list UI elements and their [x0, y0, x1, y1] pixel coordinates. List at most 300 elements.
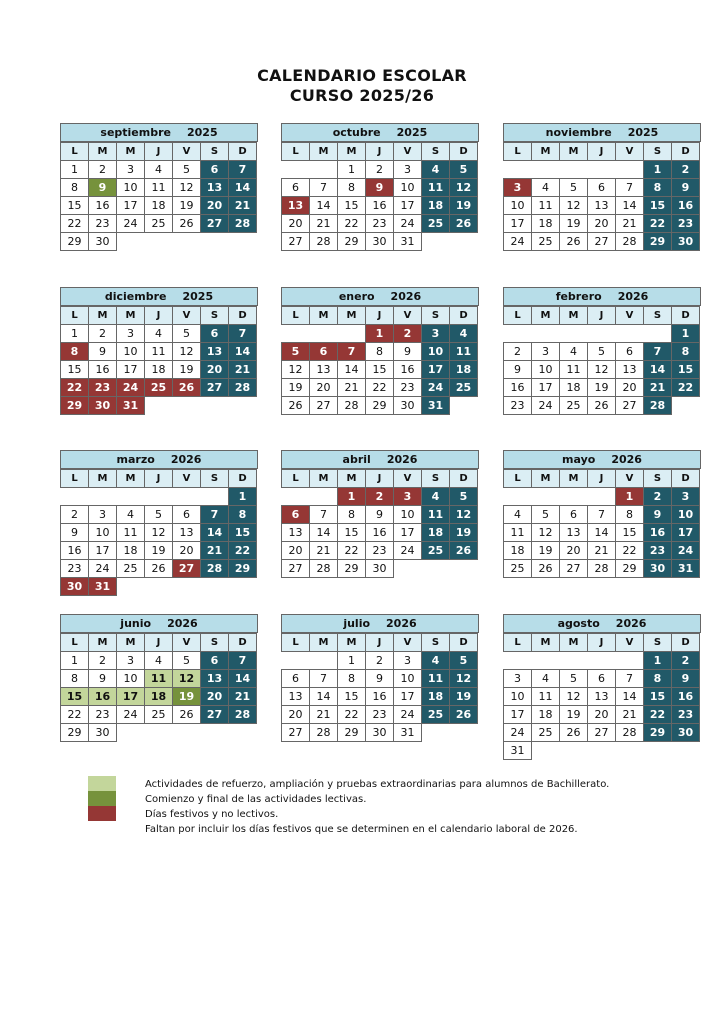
day-cell: 29: [338, 233, 366, 251]
empty-cell: [310, 161, 338, 179]
weekday-label: D: [229, 470, 257, 488]
day-cell: 25: [532, 233, 560, 251]
day-cell: 20: [560, 542, 588, 560]
day-cell: 1: [644, 161, 672, 179]
empty-cell: [229, 724, 257, 742]
day-cell: 12: [450, 506, 478, 524]
day-cell: 18: [450, 361, 478, 379]
weekday-label: L: [504, 307, 532, 325]
weekday-label: M: [89, 470, 117, 488]
day-cell: 24: [394, 215, 422, 233]
day-cell: 29: [644, 233, 672, 251]
day-cell: 15: [672, 361, 700, 379]
weekday-label: V: [394, 143, 422, 161]
day-cell: 26: [450, 215, 478, 233]
day-cell: 8: [338, 506, 366, 524]
month-name: enero: [338, 290, 375, 303]
day-cell: 19: [588, 379, 616, 397]
day-cell: 28: [310, 560, 338, 578]
day-cell: 9: [366, 670, 394, 688]
empty-cell: [644, 742, 672, 760]
day-cell: 21: [229, 688, 257, 706]
day-cell: 8: [61, 670, 89, 688]
day-cell: 1: [338, 652, 366, 670]
day-cell: 26: [588, 397, 616, 415]
day-cell: 3: [394, 488, 422, 506]
month-header: [503, 123, 701, 142]
day-cell: 5: [282, 343, 310, 361]
day-cell: 20: [282, 215, 310, 233]
day-cell: 10: [532, 361, 560, 379]
day-cell: 26: [560, 724, 588, 742]
day-cell: 20: [282, 706, 310, 724]
day-cell: 19: [282, 379, 310, 397]
day-cell: 2: [394, 325, 422, 343]
day-cell: 27: [588, 724, 616, 742]
day-cell: 22: [366, 379, 394, 397]
day-cell: 18: [117, 542, 145, 560]
day-cell: 15: [338, 524, 366, 542]
day-cell: 18: [422, 197, 450, 215]
weekday-label: L: [61, 143, 89, 161]
empty-cell: [504, 325, 532, 343]
day-cell: 2: [644, 488, 672, 506]
month-header: [503, 614, 701, 633]
day-cell: 27: [310, 397, 338, 415]
day-cell: 23: [672, 215, 700, 233]
day-cell: 17: [117, 197, 145, 215]
day-cell: 29: [644, 724, 672, 742]
weekday-label: J: [145, 307, 173, 325]
day-cell: 15: [616, 524, 644, 542]
empty-cell: [145, 488, 173, 506]
day-cell: 3: [117, 652, 145, 670]
month-days-table: [281, 142, 478, 251]
day-cell: 16: [504, 379, 532, 397]
day-cell: 31: [504, 742, 532, 760]
day-cell: 14: [229, 179, 257, 197]
day-cell: 2: [61, 506, 89, 524]
day-cell: 6: [201, 652, 229, 670]
day-cell: 16: [366, 524, 394, 542]
day-cell: 17: [532, 379, 560, 397]
weekday-label: M: [310, 470, 338, 488]
day-cell: 23: [644, 542, 672, 560]
day-cell: 25: [145, 215, 173, 233]
day-cell: 7: [310, 670, 338, 688]
day-cell: 27: [616, 397, 644, 415]
day-cell: 30: [672, 233, 700, 251]
month-noviembre: [503, 123, 701, 251]
day-cell: 7: [229, 652, 257, 670]
weekday-label: M: [338, 307, 366, 325]
month-days-table: [503, 306, 700, 415]
day-cell: 25: [422, 706, 450, 724]
month-septiembre: [60, 123, 258, 251]
day-cell: 20: [282, 542, 310, 560]
day-cell: 26: [173, 215, 201, 233]
month-days-table: [60, 633, 257, 742]
day-cell: 12: [588, 361, 616, 379]
day-cell: 4: [117, 506, 145, 524]
day-cell: 16: [644, 524, 672, 542]
empty-cell: [616, 742, 644, 760]
empty-cell: [89, 488, 117, 506]
day-cell: 10: [117, 670, 145, 688]
empty-cell: [145, 397, 173, 415]
day-cell: 13: [560, 524, 588, 542]
day-cell: 11: [504, 524, 532, 542]
day-cell: 13: [588, 688, 616, 706]
day-cell: 5: [450, 161, 478, 179]
month-agosto: [503, 614, 701, 760]
empty-cell: [504, 161, 532, 179]
day-cell: 10: [422, 343, 450, 361]
day-cell: 17: [672, 524, 700, 542]
day-cell: 21: [616, 215, 644, 233]
weekday-label: L: [504, 470, 532, 488]
weekday-label: V: [173, 307, 201, 325]
day-cell: 27: [173, 560, 201, 578]
day-cell: 10: [117, 179, 145, 197]
weekday-label: D: [229, 307, 257, 325]
day-cell: 19: [560, 706, 588, 724]
day-cell: 16: [61, 542, 89, 560]
day-cell: 3: [89, 506, 117, 524]
day-cell: 20: [201, 688, 229, 706]
day-cell: 3: [504, 670, 532, 688]
day-cell: 17: [504, 706, 532, 724]
empty-cell: [588, 325, 616, 343]
month-name: abril: [342, 453, 371, 466]
day-cell: 21: [229, 361, 257, 379]
weekday-label: M: [117, 307, 145, 325]
weekday-label: L: [504, 143, 532, 161]
day-cell: 9: [394, 343, 422, 361]
day-cell: 20: [588, 706, 616, 724]
day-cell: 19: [173, 361, 201, 379]
day-cell: 10: [504, 688, 532, 706]
day-cell: 5: [145, 506, 173, 524]
day-cell: 9: [366, 179, 394, 197]
weekday-label: M: [532, 307, 560, 325]
day-cell: 28: [229, 215, 257, 233]
day-cell: 30: [89, 233, 117, 251]
day-cell: 8: [672, 343, 700, 361]
empty-cell: [338, 325, 366, 343]
day-cell: 22: [229, 542, 257, 560]
day-cell: 26: [532, 560, 560, 578]
weekday-label: D: [672, 634, 700, 652]
day-cell: 28: [310, 233, 338, 251]
day-cell: 10: [89, 524, 117, 542]
day-cell: 20: [201, 361, 229, 379]
day-cell: 6: [310, 343, 338, 361]
calendar-title: [0, 66, 724, 106]
day-cell: 29: [366, 397, 394, 415]
empty-cell: [201, 397, 229, 415]
day-cell: 30: [672, 724, 700, 742]
day-cell: 30: [366, 233, 394, 251]
month-name: diciembre: [104, 290, 167, 303]
day-cell: 9: [644, 506, 672, 524]
month-header: [281, 450, 479, 469]
weekday-label: J: [588, 307, 616, 325]
day-cell: 4: [560, 343, 588, 361]
day-cell: 19: [450, 524, 478, 542]
day-cell: 15: [61, 688, 89, 706]
day-cell: 21: [644, 379, 672, 397]
day-cell: 29: [616, 560, 644, 578]
weekday-label: D: [229, 634, 257, 652]
empty-cell: [117, 488, 145, 506]
day-cell: 24: [672, 542, 700, 560]
day-cell: 30: [366, 724, 394, 742]
weekday-label: M: [560, 634, 588, 652]
day-cell: 29: [229, 560, 257, 578]
weekday-label: L: [282, 470, 310, 488]
day-cell: 2: [89, 161, 117, 179]
empty-cell: [282, 652, 310, 670]
day-cell: 15: [644, 688, 672, 706]
empty-cell: [532, 652, 560, 670]
day-cell: 22: [644, 215, 672, 233]
weekday-label: M: [117, 634, 145, 652]
day-cell: 8: [644, 179, 672, 197]
weekday-label: S: [422, 634, 450, 652]
day-cell: 1: [61, 161, 89, 179]
day-cell: 21: [229, 197, 257, 215]
weekday-label: D: [672, 470, 700, 488]
day-cell: 5: [588, 343, 616, 361]
day-cell: 11: [532, 197, 560, 215]
weekday-label: S: [644, 470, 672, 488]
day-cell: 11: [422, 670, 450, 688]
day-cell: 25: [560, 397, 588, 415]
day-cell: 5: [560, 670, 588, 688]
weekday-label: S: [201, 143, 229, 161]
weekday-label: S: [201, 307, 229, 325]
legend-text: Actividades de refuerzo, ampliación y pruebas extraordinarias para alumnos de Bachillerato.: [145, 779, 610, 790]
weekday-label: M: [338, 143, 366, 161]
day-cell: 21: [201, 542, 229, 560]
day-cell: 5: [450, 652, 478, 670]
day-cell: 31: [394, 233, 422, 251]
empty-cell: [422, 233, 450, 251]
day-cell: 4: [422, 652, 450, 670]
legend-swatch-reinforcement: [88, 776, 116, 791]
day-cell: 29: [338, 724, 366, 742]
month-year: 2025: [396, 126, 428, 139]
day-cell: 6: [588, 670, 616, 688]
month-year: 2026: [386, 453, 418, 466]
day-cell: 2: [366, 488, 394, 506]
day-cell: 14: [616, 688, 644, 706]
weekday-label: D: [450, 470, 478, 488]
day-cell: 23: [672, 706, 700, 724]
day-cell: 28: [310, 724, 338, 742]
day-cell: 30: [394, 397, 422, 415]
empty-cell: [504, 488, 532, 506]
title-line-1: CALENDARIO ESCOLAR: [257, 66, 467, 85]
empty-cell: [201, 578, 229, 596]
day-cell: 13: [201, 343, 229, 361]
weekday-label: S: [201, 470, 229, 488]
month-header: [281, 287, 479, 306]
day-cell: 27: [282, 233, 310, 251]
day-cell: 14: [310, 197, 338, 215]
day-cell: 2: [89, 325, 117, 343]
weekday-label: V: [394, 634, 422, 652]
day-cell: 7: [644, 343, 672, 361]
day-cell: 8: [61, 179, 89, 197]
day-cell: 13: [201, 179, 229, 197]
day-cell: 7: [310, 506, 338, 524]
day-cell: 24: [117, 379, 145, 397]
day-cell: 1: [616, 488, 644, 506]
day-cell: 14: [229, 670, 257, 688]
weekday-label: M: [560, 470, 588, 488]
empty-cell: [173, 578, 201, 596]
day-cell: 4: [450, 325, 478, 343]
day-cell: 22: [616, 542, 644, 560]
day-cell: 11: [145, 670, 173, 688]
weekday-label: J: [588, 470, 616, 488]
day-cell: 14: [338, 361, 366, 379]
day-cell: 15: [338, 197, 366, 215]
day-cell: 8: [61, 343, 89, 361]
day-cell: 15: [366, 361, 394, 379]
day-cell: 1: [61, 652, 89, 670]
day-cell: 26: [450, 706, 478, 724]
day-cell: 8: [338, 670, 366, 688]
empty-cell: [504, 652, 532, 670]
weekday-label: D: [450, 307, 478, 325]
day-cell: 31: [422, 397, 450, 415]
empty-cell: [117, 578, 145, 596]
weekday-label: M: [338, 634, 366, 652]
month-name: julio: [343, 617, 371, 630]
day-cell: 4: [145, 652, 173, 670]
day-cell: 7: [588, 506, 616, 524]
weekday-label: M: [532, 470, 560, 488]
day-cell: 28: [229, 706, 257, 724]
empty-cell: [201, 724, 229, 742]
legend-swatch-start_end: [88, 791, 116, 806]
day-cell: 7: [616, 179, 644, 197]
day-cell: 25: [504, 560, 532, 578]
day-cell: 1: [672, 325, 700, 343]
day-cell: 1: [61, 325, 89, 343]
day-cell: 28: [229, 379, 257, 397]
day-cell: 7: [229, 161, 257, 179]
day-cell: 23: [89, 706, 117, 724]
day-cell: 21: [616, 706, 644, 724]
empty-cell: [229, 233, 257, 251]
empty-cell: [532, 488, 560, 506]
weekday-label: J: [145, 143, 173, 161]
day-cell: 9: [61, 524, 89, 542]
day-cell: 24: [394, 542, 422, 560]
day-cell: 21: [588, 542, 616, 560]
day-cell: 18: [422, 688, 450, 706]
day-cell: 23: [366, 706, 394, 724]
month-marzo: [60, 450, 258, 596]
empty-cell: [644, 325, 672, 343]
weekday-label: L: [282, 143, 310, 161]
day-cell: 23: [89, 379, 117, 397]
day-cell: 1: [338, 488, 366, 506]
day-cell: 8: [644, 670, 672, 688]
month-name: agosto: [557, 617, 600, 630]
day-cell: 28: [644, 397, 672, 415]
empty-cell: [560, 161, 588, 179]
weekday-label: V: [616, 143, 644, 161]
day-cell: 17: [394, 688, 422, 706]
month-year: 2026: [167, 617, 198, 630]
month-days-table: [281, 633, 478, 742]
month-days-table: [503, 633, 700, 760]
day-cell: 29: [61, 233, 89, 251]
weekday-label: V: [394, 307, 422, 325]
weekday-label: S: [644, 307, 672, 325]
empty-cell: [145, 233, 173, 251]
day-cell: 31: [394, 724, 422, 742]
day-cell: 5: [173, 325, 201, 343]
day-cell: 13: [173, 524, 201, 542]
day-cell: 9: [504, 361, 532, 379]
day-cell: 6: [282, 179, 310, 197]
day-cell: 18: [145, 361, 173, 379]
month-header: [60, 287, 258, 306]
day-cell: 16: [394, 361, 422, 379]
day-cell: 29: [338, 560, 366, 578]
weekday-label: L: [282, 634, 310, 652]
day-cell: 19: [532, 542, 560, 560]
empty-cell: [282, 325, 310, 343]
weekday-label: J: [588, 634, 616, 652]
month-diciembre: [60, 287, 258, 415]
day-cell: 14: [644, 361, 672, 379]
weekday-label: S: [422, 470, 450, 488]
empty-cell: [532, 325, 560, 343]
empty-cell: [310, 652, 338, 670]
day-cell: 14: [201, 524, 229, 542]
day-cell: 20: [616, 379, 644, 397]
day-cell: 8: [366, 343, 394, 361]
month-year: 2026: [170, 453, 202, 466]
day-cell: 10: [394, 179, 422, 197]
day-cell: 27: [282, 724, 310, 742]
empty-cell: [450, 397, 478, 415]
day-cell: 5: [560, 179, 588, 197]
day-cell: 12: [173, 179, 201, 197]
weekday-label: M: [310, 143, 338, 161]
day-cell: 5: [173, 652, 201, 670]
day-cell: 18: [422, 524, 450, 542]
day-cell: 7: [201, 506, 229, 524]
day-cell: 1: [229, 488, 257, 506]
weekday-label: J: [366, 470, 394, 488]
weekday-label: S: [644, 143, 672, 161]
month-octubre: [281, 123, 479, 251]
day-cell: 4: [422, 161, 450, 179]
empty-cell: [560, 325, 588, 343]
day-cell: 14: [616, 197, 644, 215]
day-cell: 2: [366, 161, 394, 179]
day-cell: 19: [173, 688, 201, 706]
day-cell: 23: [366, 215, 394, 233]
